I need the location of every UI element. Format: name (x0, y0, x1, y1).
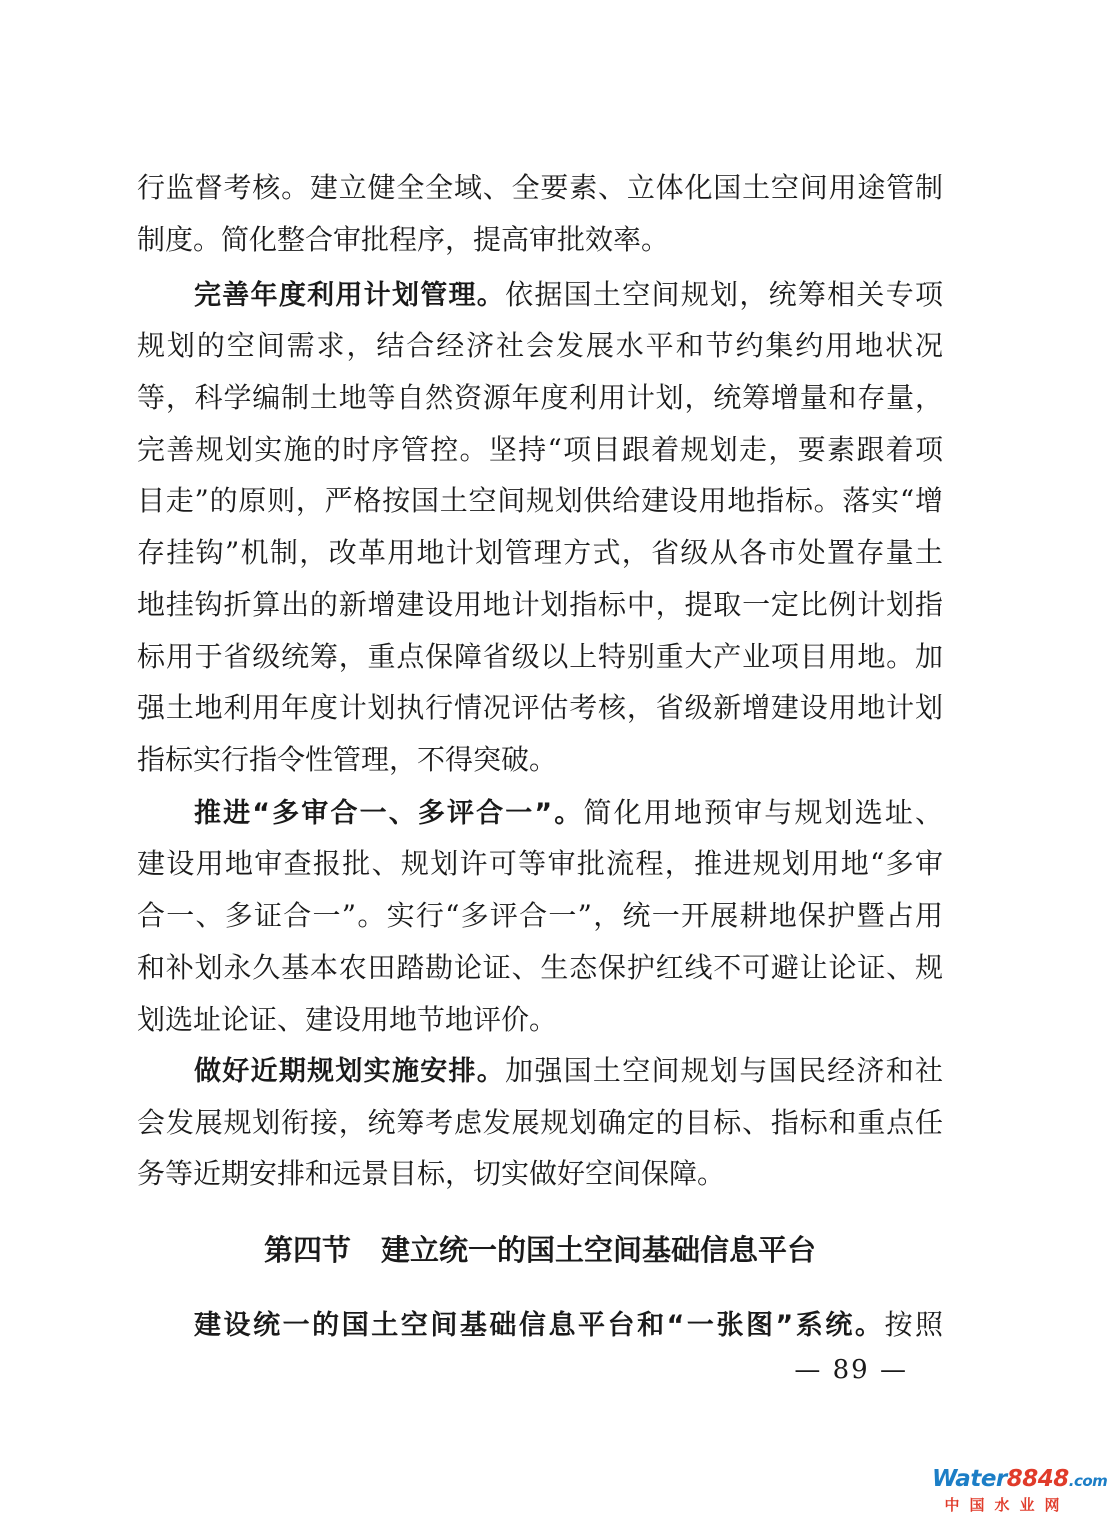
text-line: 目走”的原则，严格按国土空间规划供给建设用地指标。落实“增 (137, 484, 943, 517)
paragraph-lead-heading: 做好近期规划实施安排。 (194, 1056, 506, 1087)
text-span: 按照 (884, 1308, 943, 1341)
watermark-brand-number: 8848 (1006, 1466, 1069, 1492)
text-span: 依据国土空间规划，统筹相关专项 (505, 278, 943, 311)
text-line: 合一、多证合一”。实行“多评合一”，统一开展耕地保护暨占用 (137, 899, 943, 932)
text-line: 指标实行指令性管理，不得突破。 (137, 743, 558, 776)
text-line: 划选址论证、建设用地节地评价。 (137, 1003, 558, 1036)
paragraph-lead-heading: 推进“多审合一、多评合一”。 (194, 798, 584, 829)
section-title: 建立统一的国土空间基础信息平台 (381, 1233, 817, 1267)
text-line: 行监督考核。建立健全全域、全要素、立体化国土空间用途管制 (137, 171, 943, 204)
text-line: 会发展规划衔接，统筹考虑发展规划确定的目标、指标和重点任 (137, 1106, 943, 1139)
text-span: 简化用地预审与规划选址、 (583, 796, 943, 829)
text-line: 等，科学编制土地等自然资源年度利用计划，统筹增量和存量， (137, 381, 943, 414)
text-span: 加强国土空间规划与国民经济和社 (505, 1054, 943, 1087)
watermark-brand (932, 1465, 1107, 1495)
section-heading (0, 1230, 1080, 1270)
paragraph-first-line (194, 1051, 943, 1091)
text-line: 务等近期安排和远景目标，切实做好空间保障。 (137, 1157, 726, 1190)
text-line: 完善规划实施的时序管控。坚持“项目跟着规划走，要素跟着项 (137, 433, 943, 466)
site-watermark-logo (932, 1465, 1107, 1521)
watermark-brand-suffix: .com (1068, 1472, 1107, 1490)
paragraph-lead-heading: 完善年度利用计划管理。 (194, 280, 506, 311)
text-line: 建设用地审查报批、规划许可等审批流程，推进规划用地“多审 (137, 847, 943, 880)
text-line: 规划的空间需求，结合经济社会发展水平和节约集约用地状况 (137, 329, 943, 362)
watermark-brand-word: Water (932, 1466, 1007, 1492)
text-line: 存挂钩”机制，改革用地计划管理方式，省级从各市处置存量土 (137, 536, 943, 569)
paragraph-first-line (194, 1305, 943, 1345)
paragraph-first-line (194, 275, 943, 315)
paragraph-lead-heading: 建设统一的国土空间基础信息平台和“一张图”系统。 (194, 1310, 885, 1341)
section-number: 第四节 (263, 1233, 351, 1267)
page-number: — 89 — (794, 1355, 908, 1385)
text-line: 标用于省级统筹，重点保障省级以上特别重大产业项目用地。加 (137, 640, 943, 673)
text-line: 强土地利用年度计划执行情况评估考核，省级新增建设用地计划 (137, 691, 943, 724)
watermark-subtitle: 中国水业网 (944, 1496, 1070, 1514)
paragraph-first-line (194, 793, 943, 833)
text-line: 制度。简化整合审批程序，提高审批效率。 (137, 223, 670, 256)
text-line: 和补划永久基本农田踏勘论证、生态保护红线不可避让论证、规 (137, 951, 943, 984)
text-line: 地挂钩折算出的新增建设用地计划指标中，提取一定比例计划指 (137, 588, 943, 621)
